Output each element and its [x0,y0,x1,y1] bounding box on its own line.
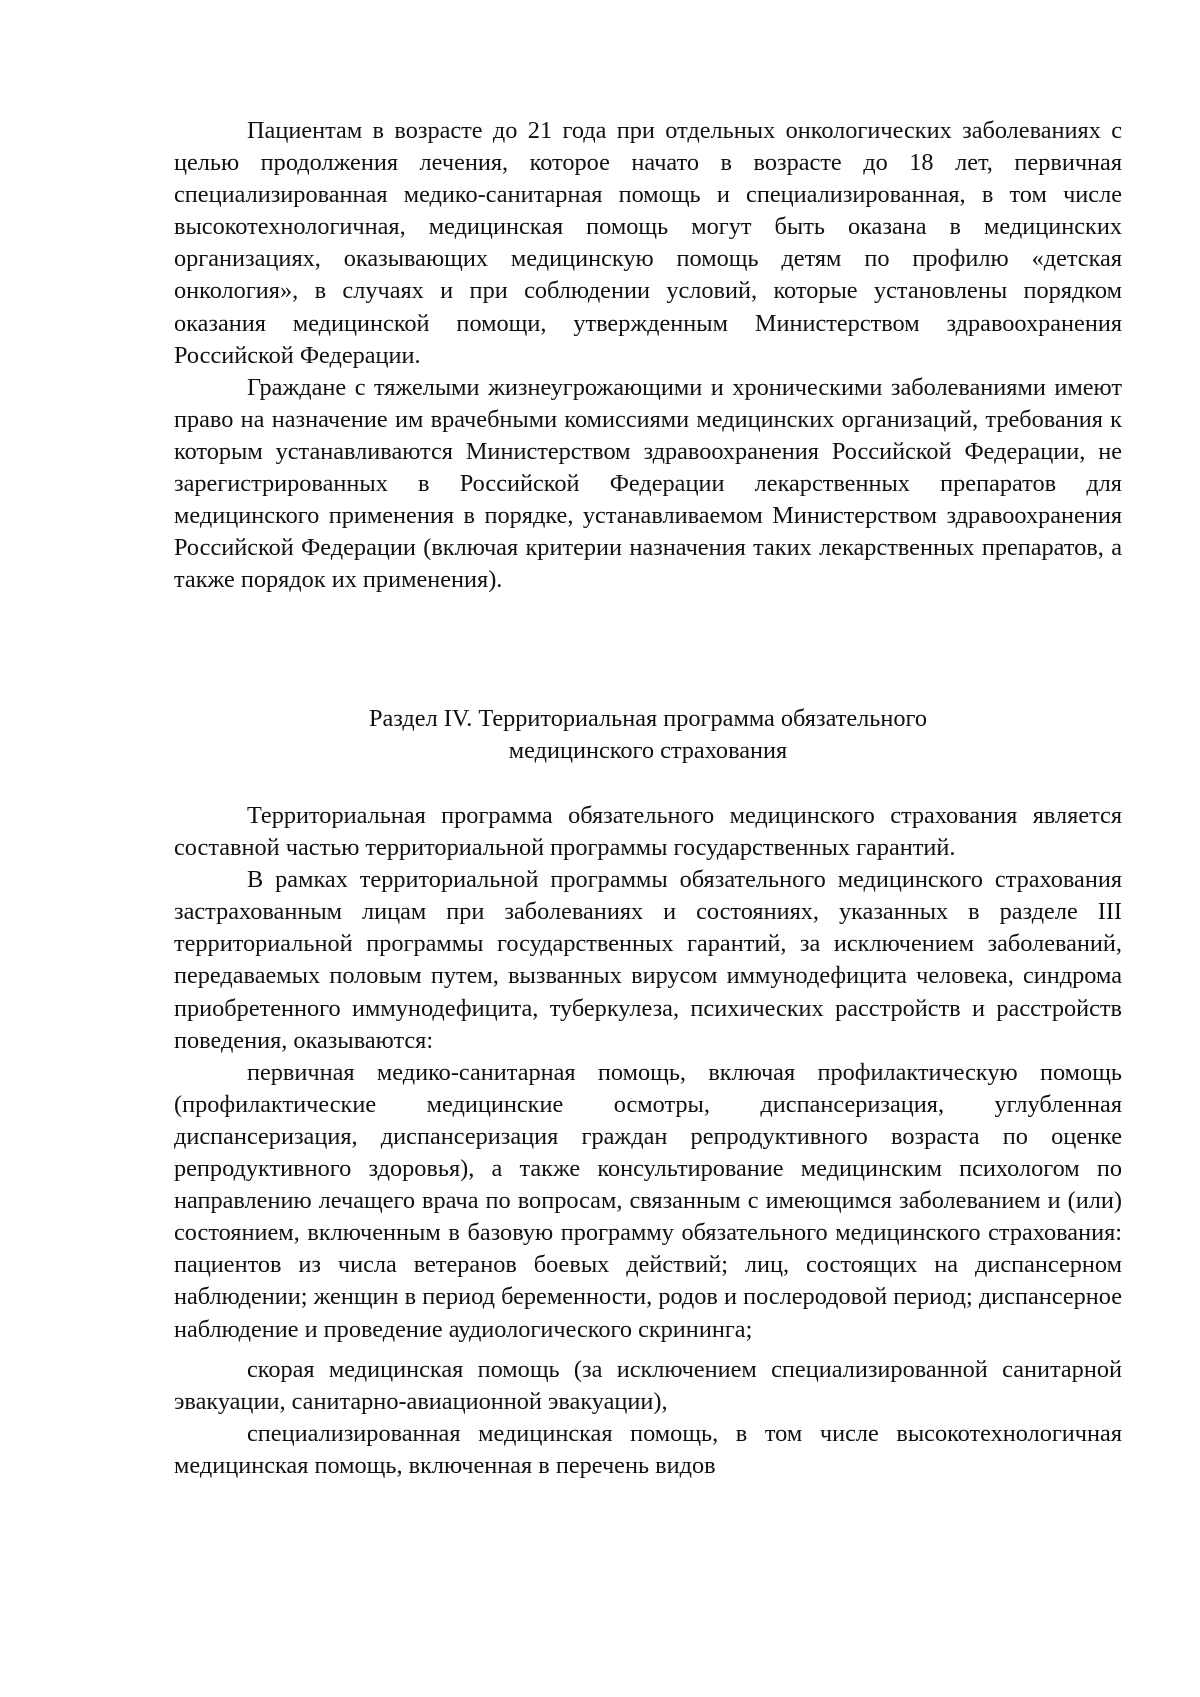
body-text-top [174,115,1122,596]
body-text-bottom [174,800,1122,1482]
paragraph-insured-persons: В рамках территориальной программы обязательного медицинского страхования застрахованным лицам при заболеваниях и состояниях, указанных в разделе III территориальной программы государственных гарантий, за исключением заболеваний, передаваемых половым путем, вызванных вирусом иммунодефицита человека, синдрома приобретенного иммунодефицита, туберкулеза, психических расстройств и расстройств поведения, оказываются: [174,866,1122,1054]
paragraph-program-part: Территориальная программа обязательного медицинского страхования является составной частью территориальной программы государственных гарантий. [174,802,1122,862]
paragraph-oncology-patients: Пациентам в возрасте до 21 года при отдельных онкологических заболеваниях с целью продолжения лечения, которое начато в возрасте до 18 лет, первичная специализированная медико-санитарная помощь и специализированная, в том числе высокотехнологичная, медицинская помощь могут быть оказана в медицинских организациях, оказывающих медицинскую помощь детям по профилю «детская онкология», в случаях и при соблюдении условий, которые установлены порядком оказания медицинской помощи, утвержденным Министерством здравоохранения Российской Федерации. [174,117,1122,369]
list-item-specialized-care: специализированная медицинская помощь, в том числе высокотехнологичная медицинская помощь, включенная в перечень видов [174,1419,1122,1479]
paragraph-unregistered-drugs: Граждане с тяжелыми жизнеугрожающими и хроническими заболеваниями имеют право на назначение им врачебными комиссиями медицинских организаций, требования к которым устанавливаются Министерством здравоохранения Российской Федерации, не зарегистрированных в Российской Федерации лекарственных препаратов для медицинского применения в порядке, устанавливаемом Министерством здравоохранения Российской Федерации (включая критерии назначения таких лекарственных препаратов, а также порядок их применения). [174,373,1122,594]
section-heading-line-2: медицинского страхования [508,737,788,765]
section-heading-line-1: Раздел IV. Территориальная программа обязательного [368,705,928,732]
list-item-emergency-care: скорая медицинская помощь (за исключением специализированной санитарной эвакуации, санитарно-авиационной эвакуации), [174,1355,1122,1415]
list-item-primary-care: первичная медико-санитарная помощь, включая профилактическую помощь (профилактические медицинские осмотры, диспансеризация, углубленная диспансеризация, диспансеризация граждан репродуктивного возраста по оценке репродуктивного здоровья), а также консультирование медицинским психологом по направлению лечащего врача по вопросам, связанным с имеющимся заболеванием и (или) состоянием, включенным в базовую программу обязательного медицинского страхования: пациентов из числа ветеранов боевых действий; лиц, состоящих на диспансерном наблюдении; женщин в период беременности, родов и послеродовой период; диспансерное наблюдение и проведение аудиологического скрининга; [174,1058,1122,1343]
section-heading [174,703,1122,767]
